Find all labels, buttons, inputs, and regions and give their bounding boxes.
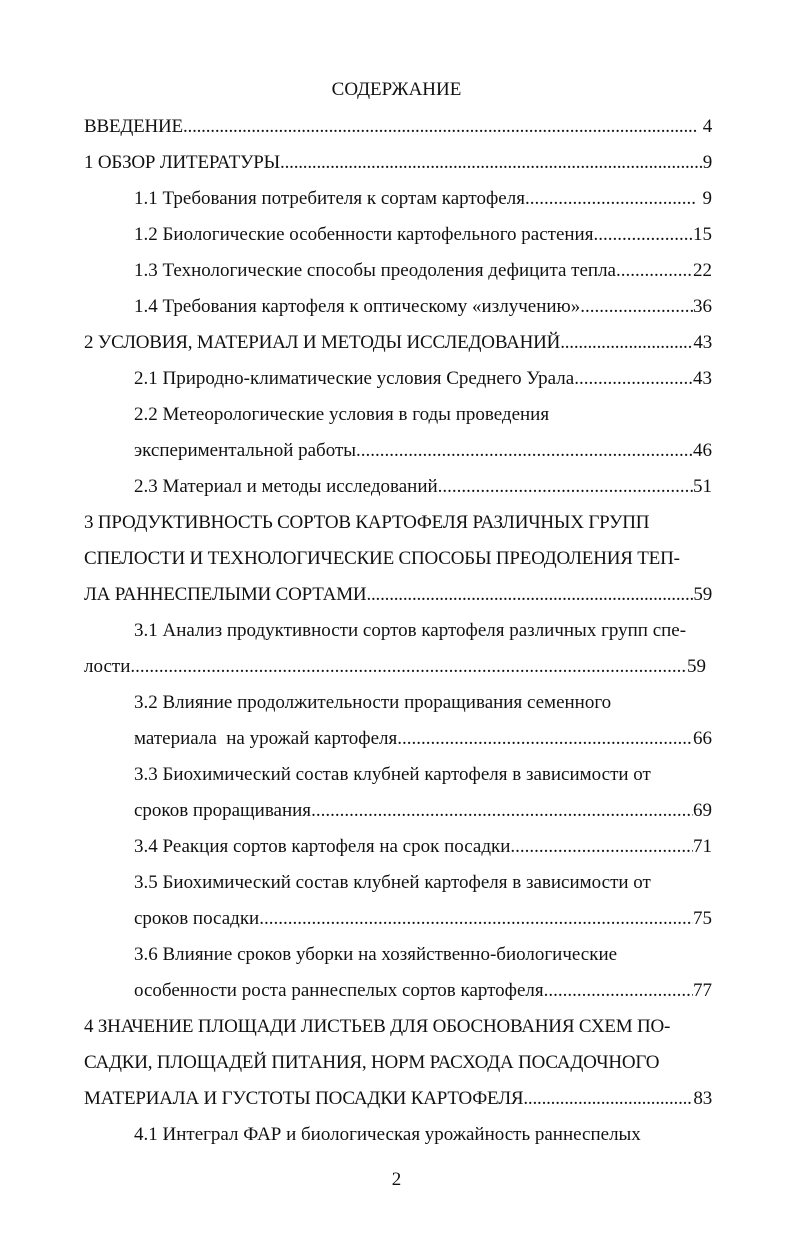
toc-entry-2-2-line1[interactable] [134, 403, 712, 427]
toc-leader [280, 151, 703, 175]
toc-leader [525, 187, 695, 211]
toc-entry-page: 66 [693, 728, 712, 749]
toc-entry-2-3[interactable] [134, 475, 712, 499]
toc-entry-title: 4 ЗНАЧЕНИЕ ПЛОЩАДИ ЛИСТЬЕВ ДЛЯ ОБОСНОВАНИЯ СХЕМ ПО- [84, 1016, 671, 1037]
toc-entry-chapter-4-line3[interactable] [84, 1087, 712, 1111]
toc-entry-1-3[interactable] [134, 259, 712, 283]
toc-entry-intro[interactable] [84, 115, 712, 139]
toc-entry-page: 75 [693, 908, 712, 929]
toc-leader [616, 259, 693, 283]
toc-entry-3-6-line1[interactable] [134, 943, 712, 967]
toc-leader [574, 367, 693, 391]
toc-entry-page: 9 [702, 188, 712, 209]
toc-entry-page: 36 [693, 296, 712, 317]
toc-entry-2-1[interactable] [134, 367, 712, 391]
toc-entry-1-4[interactable] [134, 295, 712, 319]
toc-entry-title-cont: экспериментальной работы [134, 440, 357, 461]
toc-entry-chapter-4-line2[interactable] [84, 1051, 712, 1075]
toc-leader [366, 583, 693, 607]
toc-entry-title: 2.3 Материал и методы исследований [134, 476, 438, 497]
toc-leader [397, 727, 693, 751]
toc-entry-3-2-line2[interactable] [134, 727, 712, 751]
toc-entry-title: 1 ОБЗОР ЛИТЕРАТУРЫ [84, 152, 281, 173]
toc-entry-1-1[interactable] [134, 187, 712, 211]
toc-entry-title: 3.2 Влияние продолжительности проращивания семенного [134, 692, 612, 713]
toc-leader [438, 475, 693, 499]
toc-entry-title: 2.2 Метеорологические условия в годы проведения [134, 404, 550, 425]
toc-entry-4-1-line1[interactable] [134, 1123, 712, 1147]
toc-entry-title: ВВЕДЕНИЕ [84, 116, 183, 137]
toc-entry-page: 83 [693, 1088, 712, 1109]
toc-entry-page: 43 [693, 332, 712, 353]
toc-entry-page: 77 [693, 980, 712, 1001]
toc-entry-2-2-line2[interactable] [134, 439, 712, 463]
toc-entry-3-3-line2[interactable] [134, 799, 712, 823]
toc-entry-page: 69 [693, 800, 712, 821]
toc-entry-title-cont: лости [84, 656, 131, 677]
toc-entry-chapter-4-line1[interactable] [84, 1015, 712, 1039]
toc-entry-title-cont: САДКИ, ПЛОЩАДЕЙ ПИТАНИЯ, НОРМ РАСХОДА ПОСАДОЧНОГО [84, 1052, 660, 1073]
toc-entry-title-cont: СПЕЛОСТИ И ТЕХНОЛОГИЧЕСКИЕ СПОСОБЫ ПРЕОДОЛЕНИЯ ТЕП- [84, 548, 680, 569]
toc-entry-title-cont: ЛА РАННЕСПЕЛЫМИ СОРТАМИ [84, 584, 367, 605]
toc-leader [560, 331, 693, 355]
toc-leader [523, 1087, 693, 1111]
toc-entry-title: 3.1 Анализ продуктивности сортов картофеля различных групп спе- [134, 620, 687, 641]
toc-entry-title-cont: особенности роста раннеспелых сортов картофеля [134, 980, 544, 1001]
toc-entry-3-5-line2[interactable] [134, 907, 712, 931]
toc-entry-3-3-line1[interactable] [134, 763, 712, 787]
toc-entry-title: 3.5 Биохимический состав клубней картофеля в зависимости от [134, 872, 651, 893]
toc-entry-chapter-3-line1[interactable] [84, 511, 712, 535]
toc-leader [544, 979, 693, 1003]
toc-leader [183, 115, 697, 139]
toc-entry-page: 71 [693, 836, 712, 857]
page-number: 2 [391, 1169, 402, 1190]
toc-entry-page: 4 [702, 116, 712, 137]
toc-entry-title: 1.4 Требования картофеля к оптическому «излучению» [134, 296, 581, 317]
toc-entry-title: 1.2 Биологические особенности картофельного растения [134, 224, 594, 245]
toc-entry-page: 15 [693, 224, 712, 245]
toc-entry-page: 22 [693, 260, 712, 281]
toc-entry-title: 4.1 Интеграл ФАР и биологическая урожайность раннеспелых [134, 1124, 641, 1145]
toc-entry-page: 51 [693, 476, 712, 497]
toc-entry-title: 2 УСЛОВИЯ, МАТЕРИАЛ И МЕТОДЫ ИССЛЕДОВАНИЙ [84, 332, 561, 353]
toc-leader [311, 799, 693, 823]
toc-entry-3-1-line1[interactable] [134, 619, 712, 643]
toc-entry-3-5-line1[interactable] [134, 871, 712, 895]
toc-entry-title: 1.1 Требования потребителя к сортам картофеля [134, 188, 525, 209]
toc-leader [510, 835, 693, 859]
toc-entry-3-1-line2[interactable] [84, 655, 706, 679]
toc-entry-title-cont: материала на урожай картофеля [134, 728, 398, 749]
toc-entry-page: 43 [693, 368, 712, 389]
page-title: СОДЕРЖАНИЕ [331, 79, 462, 100]
toc-entry-title-cont: МАТЕРИАЛА И ГУСТОТЫ ПОСАДКИ КАРТОФЕЛЯ [84, 1088, 524, 1109]
toc-entry-title: 3.4 Реакция сортов картофеля на срок посадки [134, 836, 511, 857]
toc-entry-page: 59 [687, 656, 706, 677]
toc-entry-chapter-3-line3[interactable] [84, 583, 712, 607]
toc-leader [130, 655, 687, 679]
toc-leader [580, 295, 693, 319]
toc-entry-title: 1.3 Технологические способы преодоления дефицита тепла [134, 260, 616, 281]
toc-entry-chapter-1[interactable] [84, 151, 712, 175]
toc-entry-3-4[interactable] [134, 835, 712, 859]
toc-entry-title-cont: сроков проращивания [134, 800, 312, 821]
toc-entry-title-cont: сроков посадки [134, 908, 260, 929]
toc-entry-title: 3.6 Влияние сроков уборки на хозяйственно-биологические [134, 944, 618, 965]
toc-entry-1-2[interactable] [134, 223, 712, 247]
toc-entry-chapter-3-line2[interactable] [84, 547, 712, 571]
toc-entry-title: 2.1 Природно-климатические условия Среднего Урала [134, 368, 575, 389]
toc-leader [593, 223, 693, 247]
toc-entry-page: 46 [693, 440, 712, 461]
toc-entry-page: 9 [702, 152, 712, 173]
toc-entry-page: 59 [693, 584, 712, 605]
toc-entry-chapter-2[interactable] [84, 331, 712, 355]
toc-entry-title: 3.3 Биохимический состав клубней картофеля в зависимости от [134, 764, 651, 785]
toc-entry-3-6-line2[interactable] [134, 979, 712, 1003]
toc-leader [259, 907, 693, 931]
toc-leader [356, 439, 693, 463]
toc-entry-title: 3 ПРОДУКТИВНОСТЬ СОРТОВ КАРТОФЕЛЯ РАЗЛИЧНЫХ ГРУПП [84, 512, 650, 533]
toc-entry-3-2-line1[interactable] [134, 691, 712, 715]
